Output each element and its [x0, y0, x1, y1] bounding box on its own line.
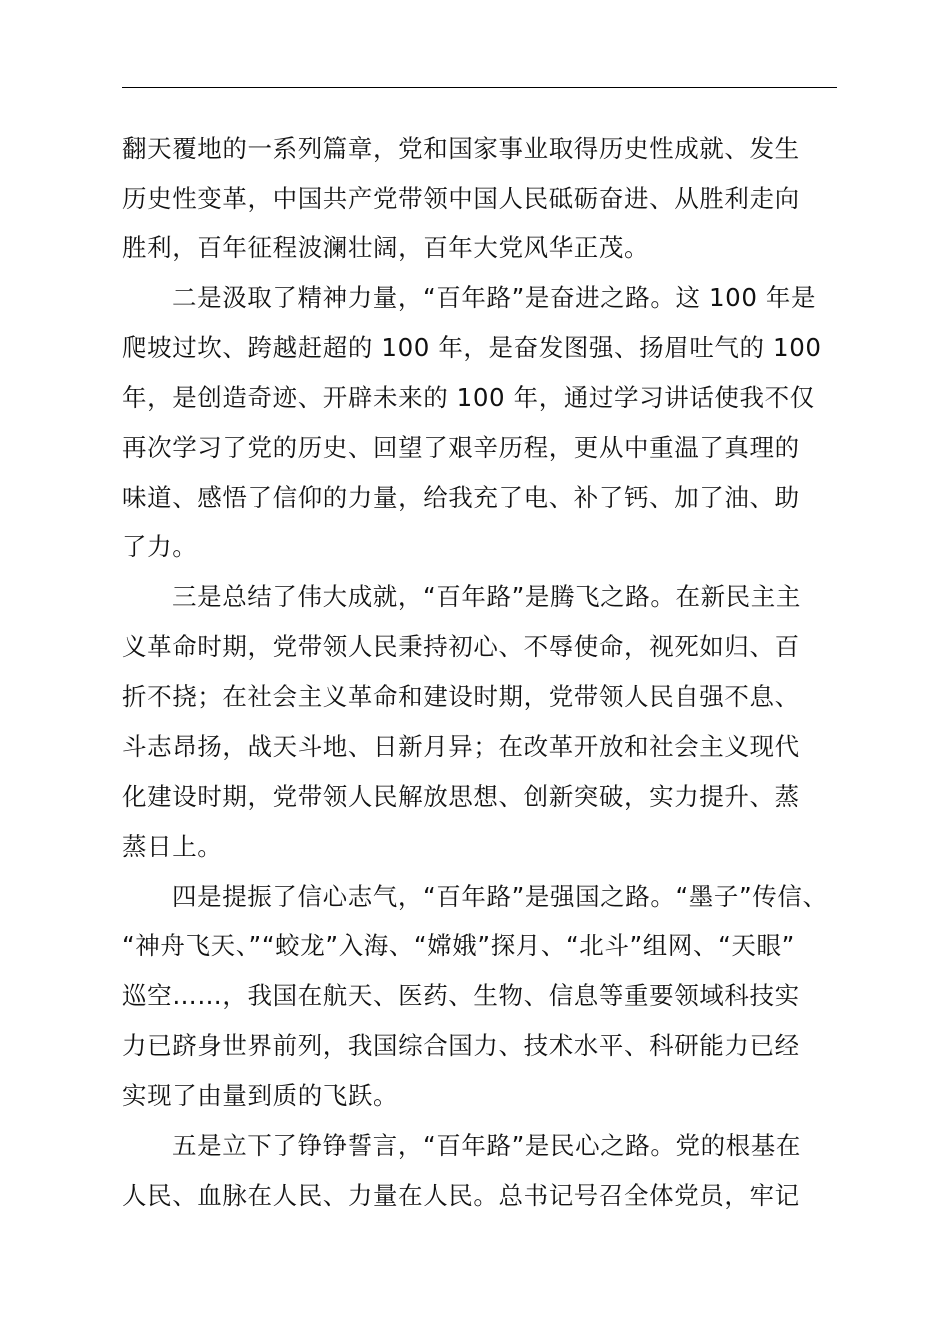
header-rule	[122, 87, 837, 88]
text-line-7: 再次学习了党的历史、回望了艰辛历程，更从中重温了真理的	[122, 433, 800, 462]
text-line-2: 历史性变革，中国共产党带领中国人民砥砺奋进、从胜利走向	[122, 184, 800, 213]
text-line-5: 爬坡过坎、跨越赶超的 100 年，是奋发图强、扬眉吐气的 100	[122, 333, 822, 362]
text-line-13: 斗志昂扬，战天斗地、日新月异；在改革开放和社会主义现代	[122, 732, 800, 761]
text-line-8: 味道、感悟了信仰的力量，给我充了电、补了钙、加了油、助	[122, 483, 800, 512]
text-line-9: 了力。	[122, 532, 198, 561]
text-line-22: 人民、血脉在人民、力量在人民。总书记号召全体党员，牢记	[122, 1181, 800, 1210]
paragraph-3-first-line: 三是总结了伟大成就，“百年路”是腾飞之路。在新民主主	[172, 582, 801, 611]
text-line-1: 翻天覆地的一系列篇章，党和国家事业取得历史性成就、发生	[122, 134, 800, 163]
paragraph-4-first-line: 四是提振了信心志气，“百年路”是强国之路。“墨子”传信、	[172, 882, 828, 911]
paragraph-5-first-line: 五是立下了铮铮誓言，“百年路”是民心之路。党的根基在	[172, 1131, 801, 1160]
text-line-11: 义革命时期，党带领人民秉持初心、不辱使命，视死如归、百	[122, 632, 800, 661]
text-line-12: 折不挠；在社会主义革命和建设时期，党带领人民自强不息、	[122, 682, 800, 711]
text-line-19: 力已跻身世界前列，我国综合国力、技术水平、科研能力已经	[122, 1031, 800, 1060]
text-line-15: 蒸日上。	[122, 832, 223, 861]
text-line-17: “神舟飞天、”“蛟龙”入海、“嫦娥”探月、“北斗”组网、“天眼”	[122, 931, 795, 960]
text-line-6: 年，是创造奇迹、开辟未来的 100 年，通过学习讲话使我不仅	[122, 383, 815, 412]
text-line-3: 胜利，百年征程波澜壮阔，百年大党风华正茂。	[122, 233, 650, 262]
text-line-20: 实现了由量到质的飞跃。	[122, 1081, 399, 1110]
text-line-18: 巡空……，我国在航天、医药、生物、信息等重要领域科技实	[122, 981, 800, 1010]
text-line-14: 化建设时期，党带领人民解放思想、创新突破，实力提升、蒸	[122, 782, 800, 811]
paragraph-2-first-line: 二是汲取了精神力量，“百年路”是奋进之路。这 100 年是	[172, 283, 817, 312]
